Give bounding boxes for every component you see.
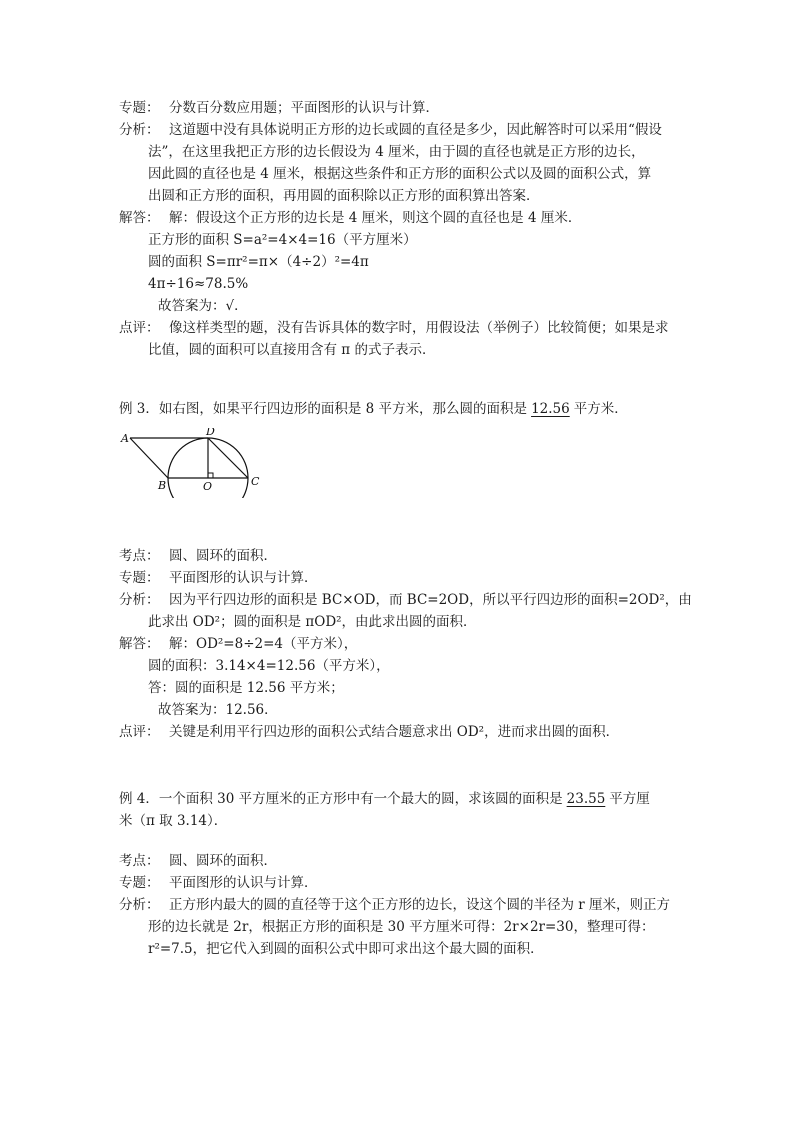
answer-line-2: 正方形的面积 S=a²=4×4=16（平方厘米） <box>148 232 417 248</box>
example4-point: 考点： 圆、圆环的面积． <box>119 853 277 869</box>
label-c: C <box>251 475 260 488</box>
comment-line-2: 比值，圆的面积可以直接用含有 π 的式子表示． <box>148 342 436 358</box>
example3-point: 考点： 圆、圆环的面积． <box>119 548 277 564</box>
analysis-line-4: 出圆和正方形的面积，再用圆的面积除以正方形的面积算出答案． <box>148 188 540 204</box>
example4-analysis-3: r²=7.5，把它代入到圆的面积公式中即可求出这个最大圆的面积． <box>148 941 544 957</box>
example3-question: 例 3．如右图，如果平行四边形的面积是 8 平方米，那么圆的面积是 12.56 平方米． <box>119 398 694 420</box>
label-d: D <box>206 428 215 438</box>
example3-answer-blank: 12.56 <box>531 401 570 417</box>
analysis-line-1: 分析： 这道题中没有具体说明正方形的边长或圆的直径是多少，因此解答时可以采用“假设 <box>119 122 662 138</box>
label-b: B <box>158 479 167 492</box>
label-o: O <box>203 480 213 493</box>
answer-line-3: 圆的面积 S=πr²=π×（4÷2）²=4π <box>148 254 369 270</box>
answer-line-4: 4π÷16≈78.5% <box>148 276 249 292</box>
example4-question-2: 米（π 取 3.14）． <box>119 813 228 829</box>
analysis-line-3: 因此圆的直径也是 4 厘米，根据这些条件和正方形的面积公式以及圆的面积公式，算 <box>148 166 652 182</box>
right-angle-mark <box>208 473 213 478</box>
example3-analysis-2: 此求出 OD²；圆的面积是 πOD²，由此求出圆的面积． <box>148 614 477 630</box>
analysis-line-2: 法”，在这里我把正方形的边长假设为 4 厘米，由于圆的直径也就是正方形的边长， <box>148 144 645 160</box>
example3-comment: 点评： 关键是利用平行四边形的面积公式结合题意求出 OD²，进而求出圆的面积． <box>119 724 620 740</box>
parallelogram-circle-figure <box>116 428 276 498</box>
example3-analysis-1: 分析： 因为平行四边形的面积是 BC×OD，而 BC=2OD，所以平行四边形的面积=2OD²，由 <box>119 592 692 608</box>
example3-answer-2: 圆的面积：3.14×4=12.56（平方米）， <box>148 658 390 674</box>
label-a: A <box>121 432 129 445</box>
answer-line-5: 故答案为：√． <box>158 298 248 314</box>
example3-topic: 专题： 平面图形的认识与计算． <box>119 570 318 586</box>
example3-answer-3: 答：圆的面积是 12.56 平方米； <box>148 680 344 696</box>
example3-answer-4: 故答案为：12.56． <box>158 702 278 718</box>
example4-answer-blank: 23.55 <box>566 791 606 807</box>
topic-line: 专题： 分数百分数应用题；平面图形的认识与计算． <box>119 100 439 116</box>
comment-line-1: 点评： 像这样类型的题，没有告诉具体的数字时，用假设法（举例子）比较简便；如果是求 <box>119 320 669 336</box>
answer-line-1: 解答： 解：假设这个正方形的边长是 4 厘米，则这个圆的直径也是 4 厘米． <box>119 210 582 226</box>
example4-analysis-2: 形的边长就是 2r，根据正方形的面积是 30 平方厘米可得：2r×2r=30，整理可得： <box>148 919 655 935</box>
example4-analysis-1: 分析： 正方形内最大的圆的直径等于这个正方形的边长，设这个圆的半径为 r 厘米，则正方 <box>119 897 671 913</box>
example3-answer-1: 解答： 解：OD²=8÷2=4（平方米）， <box>119 636 358 652</box>
segment-ab <box>130 438 168 478</box>
example4-topic: 专题： 平面图形的认识与计算． <box>119 875 318 891</box>
example4-question-1: 例 4．一个面积 30 平方厘米的正方形中有一个最大的圆，求该圆的面积是 23.55 平方厘 <box>119 788 694 810</box>
